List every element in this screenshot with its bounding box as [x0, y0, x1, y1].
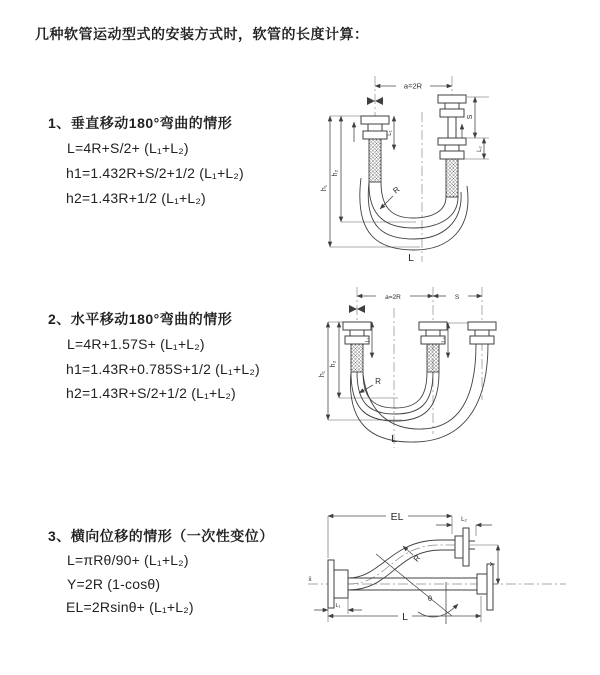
dim-label-l1: L₁	[335, 603, 341, 609]
length-label: L	[408, 252, 414, 264]
angle-label: θ	[427, 594, 433, 603]
dim-label-h2: h₂	[332, 169, 339, 177]
diagram-horizontal-180-bend	[310, 282, 600, 457]
dim-label-h1: h₁	[321, 184, 328, 192]
dim-label-a2r: a=2R	[403, 81, 423, 91]
section2-formula-h1: h1=1.43R+0.785S+1/2 (L₁+L₂)	[66, 361, 260, 377]
right-flange-lower	[477, 564, 493, 610]
section2-formula-h2: h2=1.43R+S/2+1/2 (L₁+L₂)	[66, 385, 236, 401]
braided-hose-left	[369, 139, 381, 182]
diagram-lateral-displacement	[300, 498, 600, 656]
braided-hose-right	[446, 159, 458, 197]
page-title: 几种软管运动型式的安装方式时，软管的长度计算：	[35, 26, 369, 42]
section3-formula-y: Y=2R (1-cosθ)	[67, 576, 161, 592]
left-flange	[361, 116, 389, 182]
section2-formula-l: L=4R+1.57S+ (L₁+L₂)	[67, 336, 205, 352]
dim-label-l2: L₂	[477, 146, 483, 152]
left-flange	[328, 560, 348, 608]
section3-formula-l: L=πRθ/90+ (L₁+L₂)	[67, 552, 189, 568]
section1-formula-h1: h1=1.432R+S/2+1/2 (L₁+L₂)	[66, 165, 244, 181]
radius-label: R	[411, 553, 423, 564]
section1-formula-l: L=4R+S/2+ (L₁+L₂)	[67, 140, 189, 156]
braided-hose-left	[351, 344, 363, 372]
braided-hose-middle	[427, 344, 439, 372]
left-flange	[343, 322, 371, 372]
radius-label: R	[375, 377, 381, 386]
dim-label-a2r: a=2R	[385, 294, 401, 301]
dim-label-l1: L₁	[387, 130, 393, 136]
dim-label-h2: h₂	[330, 360, 337, 368]
displaced-hose	[348, 540, 455, 590]
radius-label: R	[391, 184, 402, 196]
dim-label-s: S	[467, 114, 474, 120]
dim-label-l2: L₂	[461, 517, 467, 523]
section1-formula-h2: h2=1.43R+1/2 (L₁+L₂)	[66, 190, 206, 206]
dim-label-h1: h₁	[319, 370, 326, 378]
diagram-vertical-180-bend	[310, 70, 600, 268]
construction-lines	[376, 554, 458, 624]
middle-flange	[419, 322, 447, 372]
dim-label-s: S	[454, 294, 460, 301]
length-label: L	[402, 611, 408, 623]
right-flange-lower	[438, 138, 466, 197]
dim-label-y: Y	[490, 561, 497, 567]
dimension-lines	[314, 516, 498, 622]
section3-heading: 3、横向位移的情形（一次性变位）	[48, 528, 274, 544]
dimension-lines	[330, 86, 489, 247]
section3-formula-el: EL=2Rsinθ+ (L₁+L₂)	[66, 599, 194, 615]
axis-mark: x̄	[308, 577, 312, 583]
section1-heading: 1、垂直移动180°弯曲的情形	[48, 115, 233, 131]
dim-label-l2: L₂	[441, 337, 447, 343]
section2-heading: 2、水平移动180°弯曲的情形	[48, 311, 233, 327]
hose-u-bends	[350, 344, 488, 442]
dim-label-l1: L₁	[365, 337, 371, 343]
dim-label-el: EL	[390, 511, 404, 523]
right-flange-moved	[468, 322, 496, 344]
right-flange-upper	[455, 528, 475, 566]
length-label: L	[391, 433, 397, 445]
